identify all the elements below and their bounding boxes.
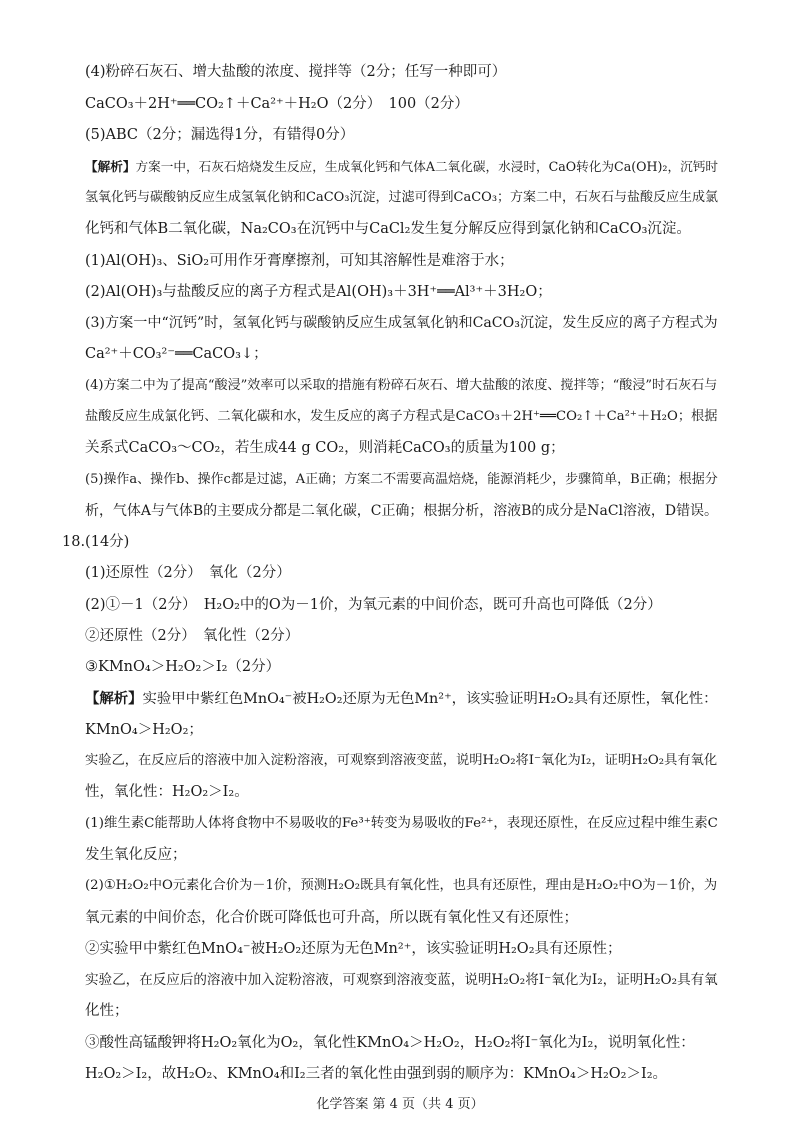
text-line: CaCO₃＋2H⁺══CO₂↑＋Ca²⁺＋H₂O（2分） 100（2分）	[85, 96, 469, 112]
question-number: 18.(14分)	[62, 534, 130, 550]
text-line: (2)①H₂O₂中O元素化合价为－1价，预测H₂O₂既具有氧化性，也具有还原性，理由是H₂O₂中O为－1价，为	[85, 878, 718, 893]
page-footer: 化学答案 第 4 页（共 4 页）	[316, 1097, 484, 1112]
text-line: (1)Al(OH)₃、SiO₂可用作牙膏摩擦剂，可知其溶解性是难溶于水；	[85, 253, 514, 269]
text-line: 氢氧化钙与碳酸钠反应生成氢氧化钠和CaCO₃沉淀，过滤可得到CaCO₃；方案二中，石灰石与盐酸反应生成氯	[85, 190, 719, 205]
text-line: (1)还原性（2分） 氧化（2分）	[85, 565, 291, 581]
text-line: (4)粉碎石灰石、增大盐酸的浓度、搅拌等（2分；任写一种即可）	[85, 64, 507, 80]
text-line: H₂O₂＞I₂，故H₂O₂、KMnO₄和I₂三者的氧化性由强到弱的顺序为：KMnO₄＞H₂O₂＞I₂。	[85, 1066, 668, 1082]
text-line: (2)①－1（2分） H₂O₂中的O为－1价，为氧元素的中间价态，既可升高也可降低（2分）	[85, 597, 662, 613]
text-line: 化钙和气体B二氧化碳，Na₂CO₃在沉钙中与CaCl₂发生复分解反应得到氯化钠和CaCO₃沉淀。	[85, 221, 691, 237]
text-line: (1)维生素C能帮助人体将食物中不易吸收的Fe³⁺转变为易吸收的Fe²⁺，表现还原性，在反应过程中维生素C	[85, 816, 718, 831]
analysis-label: 【解析】	[85, 159, 136, 174]
text-line: ③KMnO₄＞H₂O₂＞I₂（2分）	[85, 659, 281, 675]
text-line: 实验乙，在反应后的溶液中加入淀粉溶液，可观察到溶液变蓝，说明H₂O₂将I⁻氧化为I₂，证明H₂O₂具有氧化	[85, 753, 718, 768]
text-line: 化性；	[85, 1003, 129, 1019]
text-line: ③酸性高锰酸钾将H₂O₂氧化为O₂，氧化性KMnO₄＞H₂O₂，H₂O₂将I⁻氧化为I₂，说明氧化性：	[85, 1035, 695, 1051]
text-line: 盐酸反应生成氯化钙、二氧化碳和水，发生反应的离子方程式是CaCO₃＋2H⁺══CO₂↑＋Ca²⁺＋H₂O；根据	[85, 409, 718, 424]
text-line: 关系式CaCO₃～CO₂，若生成44 g CO₂，则消耗CaCO₃的质量为100 g；	[85, 440, 565, 456]
text-line: (2)Al(OH)₃与盐酸反应的离子方程式是Al(OH)₃＋3H⁺══Al³⁺＋3H₂O；	[85, 284, 552, 300]
text-line: (5)操作a、操作b、操作c都是过滤，A正确；方案二不需要高温焙烧，能源消耗少，步骤简单，B正确；根据分	[85, 472, 718, 487]
analysis-text: 方案一中，石灰石焙烧发生反应，生成氧化钙和气体A二氧化碳，水浸时，CaO转化为Ca(OH)₂，沉钙时	[135, 159, 718, 174]
text-line: ②还原性（2分） 氧化性（2分）	[85, 628, 300, 644]
analysis-line	[85, 689, 718, 709]
text-line: Ca²⁺＋CO₃²⁻══CaCO₃↓；	[85, 346, 268, 362]
text-line: 发生氧化反应；	[85, 847, 187, 863]
text-line: 析，气体A与气体B的主要成分都是二氧化碳，C正确；根据分析，溶液B的成分是NaCl溶液，D错误。	[85, 503, 718, 519]
text-line: KMnO₄＞H₂O₂；	[85, 722, 203, 738]
text-line: 实验乙，在反应后的溶液中加入淀粉溶液，可观察到溶液变蓝，说明H₂O₂将I⁻氧化为I₂，证明H₂O₂具有氧	[85, 972, 718, 988]
text-line: (5)ABC（2分；漏选得1分，有错得0分）	[85, 127, 355, 143]
text-line: 性，氧化性：H₂O₂＞I₂。	[85, 784, 249, 800]
analysis-text: 实验甲中紫红色MnO₄⁻被H₂O₂还原为无色Mn²⁺，该实验证明H₂O₂具有还原性，氧化性：	[142, 691, 718, 707]
analysis-line	[85, 157, 718, 177]
text-line: (4)方案二中为了提高“酸浸”效率可以采取的措施有粉碎石灰石、增大盐酸的浓度、搅拌等；“酸浸”时石灰石与	[85, 378, 718, 393]
analysis-label: 【解析】	[85, 690, 143, 707]
text-line: (3)方案一中“沉钙”时，氢氧化钙与碳酸钠反应生成氢氧化钠和CaCO₃沉淀，发生反应的离子方程式为	[85, 315, 718, 331]
text-line: ②实验甲中紫红色MnO₄⁻被H₂O₂还原为无色Mn²⁺，该实验证明H₂O₂具有还原性；	[85, 941, 622, 957]
text-line: 氧元素的中间价态，化合价既可降低也可升高，所以既有氧化性又有还原性；	[85, 910, 578, 926]
